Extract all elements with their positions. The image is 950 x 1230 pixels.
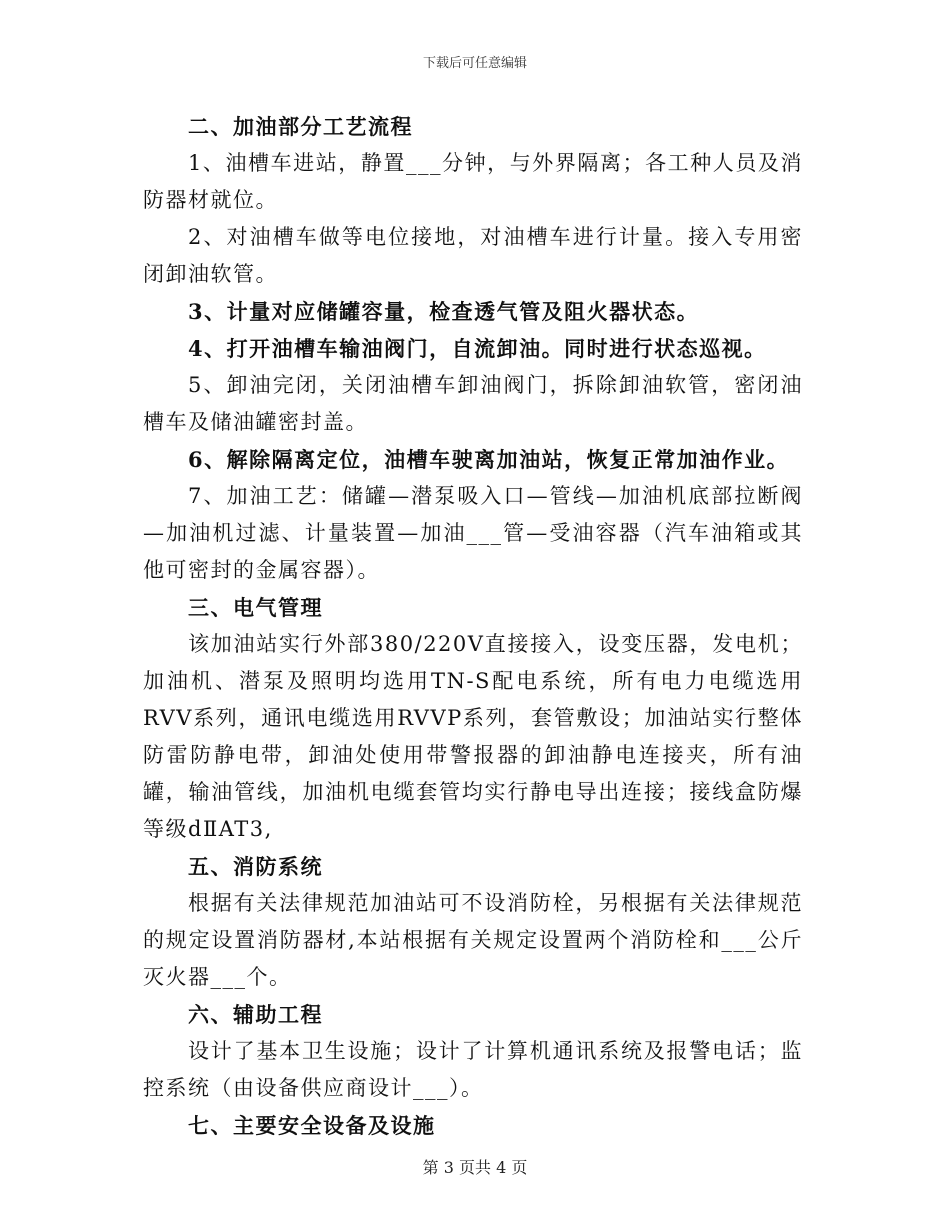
page-footer: 第 3 页共 4 页 bbox=[422, 1158, 528, 1177]
paragraph-bold: 6、解除隔离定位，油槽车驶离加油站，恢复正常加油作业。 bbox=[188, 447, 790, 472]
paragraph-bold: 4、打开油槽车输油阀门，自流卸油。同时进行状态巡视。 bbox=[188, 336, 767, 361]
paragraph-bold: 3、计量对应储罐容量，检查透气管及阻火器状态。 bbox=[188, 299, 700, 324]
section-heading: 五、消防系统 bbox=[188, 854, 323, 879]
paragraph: 2、对油槽车做等电位接地，对油槽车进行计量。接入专用密闭卸油软管。 bbox=[143, 225, 803, 286]
section-heading: 六、辅助工程 bbox=[188, 1002, 323, 1027]
section-heading: 七、主要安全设备及设施 bbox=[188, 1113, 436, 1138]
document-body bbox=[143, 108, 803, 1144]
paragraph: 设计了基本卫生设施；设计了计算机通讯系统及报警电话；监控系统（由设备供应商设计___）。 bbox=[143, 1039, 803, 1100]
paragraph: 该加油站实行外部380/220V直接接入，设变压器，发电机；加油机、潜泵及照明均选用TN-S配电系统，所有电力电缆选用RVV系列，通讯电缆选用RVVP系列，套管敷设；加油站实行整体防雷防静电带，卸油处使用带警报器的卸油静电连接夹，所有油罐，输油管线，加油机电缆套管均实行静电导出连接；接线盒防爆等级dⅡAT3, bbox=[143, 632, 803, 841]
section-heading: 三、电气管理 bbox=[188, 595, 323, 620]
paragraph: 7、加油工艺：储罐—潜泵吸入口—管线—加油机底部拉断阀—加油机过滤、计量装置—加油___管—受油容器（汽车油箱或其他可密封的金属容器）。 bbox=[143, 484, 803, 582]
page-header: 下载后可任意编辑 bbox=[422, 56, 527, 71]
paragraph: 5、卸油完闭，关闭油槽车卸油阀门，拆除卸油软管，密闭油槽车及储油罐密封盖。 bbox=[143, 373, 803, 434]
section-heading: 二、加油部分工艺流程 bbox=[188, 114, 413, 139]
paragraph: 1、油槽车进站，静置___分钟，与外界隔离；各工种人员及消防器材就位。 bbox=[143, 151, 803, 212]
paragraph: 根据有关法律规范加油站可不设消防栓，另根据有关法律规范的规定设置消防器材,本站根据有关规定设置两个消防栓和___公斤灭火器___个。 bbox=[143, 891, 803, 989]
